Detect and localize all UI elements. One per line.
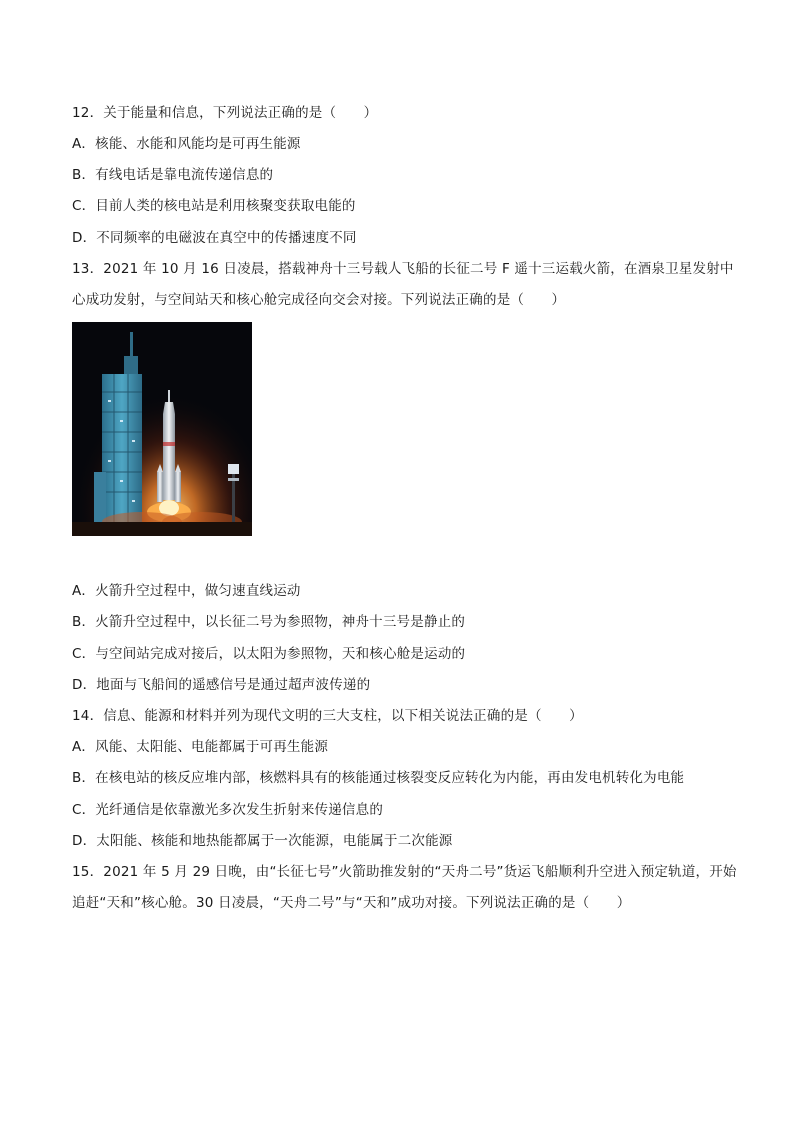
q12-option-b: B．有线电话是靠电流传递信息的 [72, 167, 274, 183]
q12-option-c: C．目前人类的核电站是利用核聚变获取电能的 [72, 198, 356, 214]
q14-option-d: D．太阳能、核能和地热能都属于一次能源，电能属于二次能源 [72, 833, 453, 849]
q13-option-b: B．火箭升空过程中，以长征二号为参照物，神舟十三号是静止的 [72, 614, 466, 630]
q13-option-a: A．火箭升空过程中，做匀速直线运动 [72, 583, 301, 599]
q12-stem: 12．关于能量和信息，下列说法正确的是（ ） [72, 105, 378, 121]
q14-option-b: B．在核电站的核反应堆内部，核燃料具有的核能通过核裂变反应转化为内能，再由发电机转化为电能 [72, 770, 685, 786]
q15-stem-line2: 追赶“天和”核心舱。30 日凌晨，“天舟二号”与“天和”成功对接。下列说法正确的是（ ） [72, 895, 631, 911]
rocket-launch-photo [72, 322, 252, 536]
q14-stem: 14．信息、能源和材料并列为现代文明的三大支柱，以下相关说法正确的是（ ） [72, 708, 583, 724]
q13-option-c: C．与空间站完成对接后，以太阳为参照物，天和核心舱是运动的 [72, 646, 466, 662]
q12-option-d: D．不同频率的电磁波在真空中的传播速度不同 [72, 230, 357, 246]
q14-option-a: A．风能、太阳能、电能都属于可再生能源 [72, 739, 329, 755]
q12-option-a: A．核能、水能和风能均是可再生能源 [72, 136, 301, 152]
q13-option-d: D．地面与飞船间的遥感信号是通过超声波传递的 [72, 677, 371, 693]
q13-stem-line2: 心成功发射，与空间站天和核心舱完成径向交会对接。下列说法正确的是（ ） [72, 292, 566, 308]
q14-option-c: C．光纤通信是依靠激光多次发生折射来传递信息的 [72, 802, 384, 818]
q13-stem-line1: 13．2021 年 10 月 16 日凌晨，搭载神舟十三号载人飞船的长征二号 F 遥十三运载火箭，在酒泉卫星发射中 [72, 261, 734, 277]
q15-stem-line1: 15．2021 年 5 月 29 日晚，由“长征七号”火箭助推发射的“天舟二号”货运飞船顺利升空进入预定轨道，开始 [72, 864, 737, 880]
